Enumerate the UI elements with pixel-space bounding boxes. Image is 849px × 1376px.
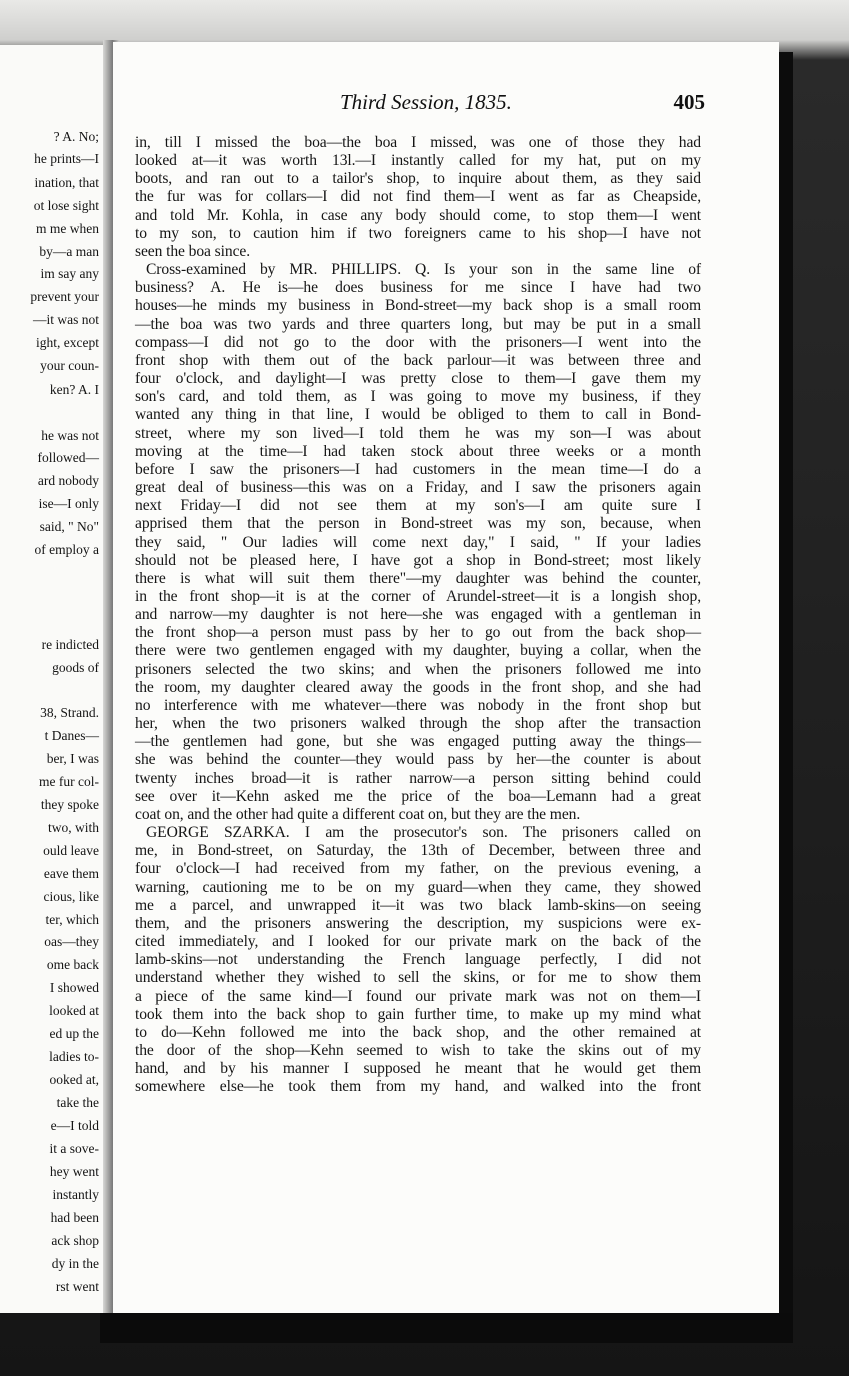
left-page-fragment: m me when	[36, 221, 99, 236]
text-line: four o'clock—I had received from my father, on the previous evening, a	[135, 860, 701, 877]
text-line: GEORGE SZARKA. I am the prosecutor's son. The prisoners called on	[146, 824, 701, 841]
left-page-fragment: I showed	[49, 980, 99, 995]
left-page-fragment: two, with	[47, 820, 99, 835]
left-page-fragment: followed—	[37, 450, 99, 465]
text-line: the door of the shop—Kehn seemed to wish to take the skins out of my	[135, 1042, 701, 1059]
left-page-fragment: ot lose sight	[33, 198, 99, 213]
left-page	[0, 45, 105, 1313]
text-line: me, in Bond-street, on Saturday, the 13th of December, between three and	[135, 842, 701, 859]
text-line: warning, cautioning me to be on my guard—when they came, they showed	[135, 879, 701, 896]
text-line: should not be pleased here, I have got a shop in Bond-street; most likely	[135, 552, 701, 569]
left-page-fragment: e—I told	[50, 1118, 99, 1133]
text-line: compass—I did not go to the door with the prisoners—I went into the	[135, 334, 701, 351]
left-page-fragment: goods of	[52, 660, 99, 675]
text-line: —the gentlemen had gone, but she was engaged putting away the things—	[135, 733, 701, 750]
left-page-fragment: im say any	[40, 266, 99, 281]
text-line: no interference with me whatever—there was nobody in the front shop but	[135, 697, 701, 714]
text-line: somewhere else—he took them from my hand, and walked into the front	[135, 1078, 701, 1095]
text-line: them, and the prisoners answering the description, my suspicions were ex-	[135, 915, 701, 932]
left-page-fragment: had been	[50, 1210, 99, 1225]
left-page-fragment: ber, I was	[46, 751, 99, 766]
left-page-fragment: looked at	[49, 1003, 99, 1018]
left-page-fragment: dy in the	[51, 1256, 99, 1271]
text-line: houses—he minds my business in Bond-street—my back shop is a small room	[135, 297, 701, 314]
text-line: four o'clock, and daylight—I was pretty close to them—I gave them my	[135, 370, 701, 387]
text-line: they said, " Our ladies will come next day," I said, " If your ladies	[135, 534, 701, 551]
left-page-fragment: oas—they	[44, 934, 99, 949]
left-page-fragment: ter, which	[45, 912, 99, 927]
text-line: in the front shop—it is at the corner of Arundel-street—it is a longish shop,	[135, 588, 701, 605]
left-page-fragment: ight, except	[36, 335, 99, 350]
text-line: her, when the two prisoners walked through the shop after the transaction	[135, 715, 701, 732]
text-line: prisoners selected the two skins; and when the prisoners followed me into	[135, 661, 701, 678]
text-line: lamb-skins—not understanding the French language perfectly, I did not	[135, 951, 701, 968]
page-number: 405	[673, 90, 705, 114]
text-line: great deal of business—this was on a Friday, and I saw the prisoners again	[135, 479, 701, 496]
left-page-fragment: ome back	[46, 957, 99, 972]
text-line: to my son, to caution him if two foreigners came to his shop—I have not	[135, 225, 701, 242]
left-page-fragment: ooked at,	[49, 1072, 99, 1087]
text-line: see over it—Kehn asked me the price of the boa—Lemann had a great	[135, 788, 701, 805]
text-line: before I saw the prisoners—I had customers in the mean time—I do a	[135, 461, 701, 478]
left-page-fragment: said, " No"	[39, 519, 99, 534]
left-page-fragment: rst went	[55, 1279, 99, 1294]
text-line: a piece of the same kind—I found our private mark was not on them—I	[135, 988, 701, 1005]
left-page-fragment: me fur col-	[39, 774, 99, 789]
left-page-fragment: ard nobody	[37, 473, 99, 488]
text-line: to do—Kehn followed me into the back shop, and the other remained at	[135, 1024, 701, 1041]
text-line: there is what will suit them there"—my daughter was behind the counter,	[135, 570, 701, 587]
left-page-fragment: ination, that	[34, 175, 99, 190]
text-line: wanted any thing in that line, I would be obliged to them to call in Bond-	[135, 406, 701, 423]
text-line: and narrow—my daughter is not here—she was engaged with a gentleman in	[135, 606, 701, 623]
text-line: she was behind the counter—they would pass by her—the counter is about	[135, 751, 701, 768]
left-page-fragment: ise—I only	[38, 496, 99, 511]
left-page-fragment: ould leave	[43, 843, 99, 858]
left-page-fragment: ladies to-	[49, 1049, 99, 1064]
text-line: seen the boa since.	[135, 243, 251, 260]
left-page-fragment: he was not	[41, 428, 99, 443]
left-page-fragment: they spoke	[40, 797, 99, 812]
text-line: moving at the time—I had taken stock about three weeks or a month	[135, 443, 701, 460]
text-line: me a parcel, and unwrapped it—it was two black lamb-skins—on seeing	[135, 897, 701, 914]
left-page-fragment: ed up the	[49, 1026, 99, 1041]
header-title: Third Session, 1835.	[340, 90, 512, 114]
text-line: took them into the back shop to gain further time, to make up my mind what	[135, 1006, 701, 1023]
running-header	[300, 90, 705, 114]
text-line: cited immediately, and I looked for our private mark on the back of the	[135, 933, 701, 950]
right-page-edge-shadow	[779, 52, 793, 1334]
text-line: the front shop—a person must pass by her to go out from the back shop—	[135, 624, 701, 641]
left-page-fragment: 38, Strand.	[40, 705, 99, 720]
left-page-fragment: your coun-	[40, 358, 99, 373]
left-page-fragment: ? A. No;	[53, 129, 99, 144]
left-page-fragment: ack shop	[51, 1233, 99, 1248]
left-page-fragment: hey went	[49, 1164, 99, 1179]
text-line: Cross-examined by MR. PHILLIPS. Q. Is your son in the same line of	[146, 261, 701, 278]
text-line: and told Mr. Kohla, in case any body should come, to stop them—I went	[135, 207, 701, 224]
left-page-fragment: prevent your	[30, 289, 99, 304]
text-line: apprised them that the person in Bond-street was my son, because, when	[135, 515, 701, 532]
left-page-fragment: he prints—I	[34, 151, 99, 166]
text-line: next Friday—I did not see them at my son's—I am quite sure I	[135, 497, 701, 514]
text-line: boots, and ran out to a tailor's shop, to inquire about them, as they said	[135, 170, 701, 187]
left-page-fragment: —it was not	[33, 312, 99, 327]
left-page-fragment: ken? A. I	[49, 382, 99, 397]
text-line: twenty inches broad—it is rather narrow—a person sitting behind could	[135, 770, 701, 787]
text-line: the fur was for collars—I did not find them—I went as far as Cheapside,	[135, 188, 701, 205]
left-page-fragment: instantly	[52, 1187, 99, 1202]
text-line: street, where my son lived—I told them he was my son—I was about	[135, 425, 701, 442]
left-page-fragment: it a sove-	[49, 1141, 99, 1156]
text-line: front shop with them out of the back parlour—it was between three and	[135, 352, 701, 369]
text-line: in, till I missed the boa—the boa I missed, was one of those they had	[135, 134, 701, 151]
text-line: hand, and by his manner I supposed he meant that he would get them	[135, 1060, 701, 1077]
text-line: looked at—it was worth 13l.—I instantly called for my hat, put on my	[135, 152, 701, 169]
left-page-fragment: of employ a	[34, 542, 99, 557]
text-line: son's card, and told them, as I was going to move my business, if they	[135, 388, 701, 405]
text-line: the room, my daughter cleared away the goods in the front shop, and she had	[135, 679, 701, 696]
bottom-shadow	[100, 1313, 793, 1343]
left-page-fragment: re indicted	[41, 637, 99, 652]
text-line: understand whether they wished to sell the skins, or for me to show them	[135, 969, 701, 986]
text-line: business? A. He is—he does business for me since I have had two	[135, 279, 701, 296]
left-page-fragment: t Danes—	[44, 728, 99, 743]
left-page-fragment: take the	[56, 1095, 99, 1110]
text-line: there were two gentlemen engaged with my daughter, buying a collar, when the	[135, 642, 701, 659]
text-line: coat on, and the other had quite a different coat on, but they are the men.	[135, 806, 581, 823]
left-page-fragment: cious, like	[43, 889, 99, 904]
left-page-fragment: by—a man	[39, 244, 99, 259]
left-page-fragment: eave them	[43, 866, 99, 881]
text-line: —the boa was two yards and three quarters long, but may be put in a small	[135, 316, 701, 333]
